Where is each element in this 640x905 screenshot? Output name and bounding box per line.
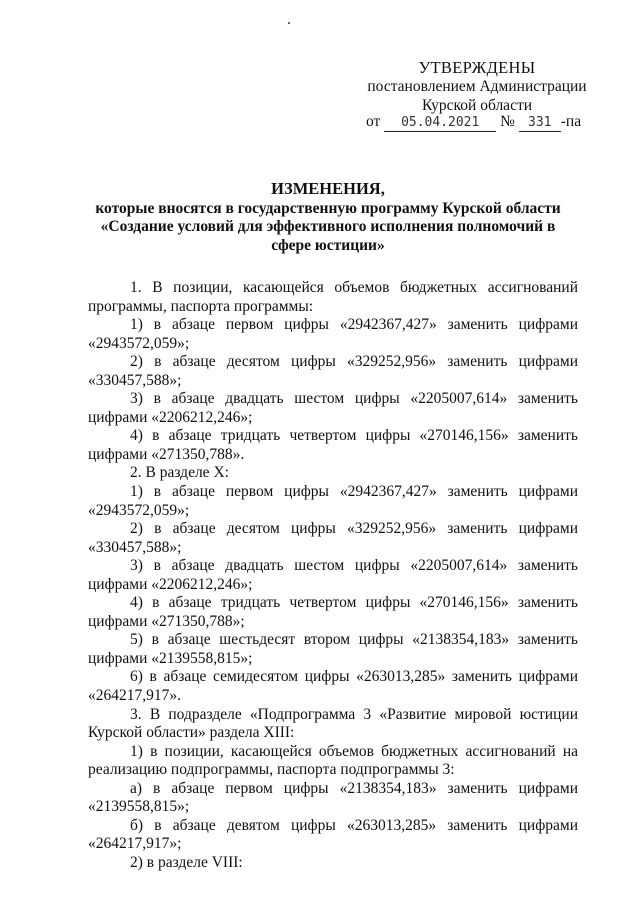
number-label: № bbox=[500, 113, 515, 130]
paragraph: 2. В разделе X: bbox=[130, 464, 229, 482]
approval-title: УТВЕРЖДЕНЫ bbox=[418, 58, 536, 77]
scan-speck bbox=[288, 22, 290, 24]
paragraph: 5) в абзаце шестьдесят втором цифры «2138354,183» заменить цифрами «2139558,815»; bbox=[88, 631, 578, 667]
paragraph: 6) в абзаце семидесятом цифры «263013,285» заменить цифрами «264217,917». bbox=[88, 668, 578, 705]
paragraph: а) в абзаце первом цифры «2138354,183» заменить цифрами «2139558,815»; bbox=[88, 779, 578, 816]
paragraph: 2) в разделе VIII: bbox=[130, 853, 243, 871]
paragraph: 1) в абзаце первом цифры «2942367,427» заменить цифрами «2943572,059»; bbox=[88, 316, 578, 352]
document-heading bbox=[86, 180, 570, 255]
approval-block bbox=[362, 58, 592, 115]
paragraph: б) в абзаце девятом цифры «263013,285» заменить цифрами «264217,917»; bbox=[88, 816, 578, 853]
paragraph: 3) в абзаце двадцать шестом цифры «2205007,614» заменить цифрами «2206212,246»; bbox=[88, 390, 578, 426]
paragraph: 1) в абзаце первом цифры «2942367,427» заменить цифрами «2943572,059»; bbox=[88, 483, 578, 519]
paragraph: 2) в абзаце десятом цифры «329252,956» заменить цифрами «330457,588»; bbox=[88, 353, 578, 389]
paragraph: 1. В позиции, касающейся объемов бюджетных ассигнований программы, паспорта программы: bbox=[88, 279, 578, 315]
approval-date: 05.04.2021 bbox=[384, 115, 496, 132]
paragraph: 4) в абзаце тридцать четвертом цифры «270146,156» заменить цифрами «271350,788». bbox=[88, 427, 578, 463]
approval-date-line bbox=[366, 113, 586, 132]
heading-title: ИЗМЕНЕНИЯ, bbox=[271, 179, 385, 198]
from-label: от bbox=[366, 113, 381, 130]
paragraph: 4) в абзаце тридцать четвертом цифры «270146,156» заменить цифрами «271350,788»; bbox=[88, 594, 578, 630]
paragraph: 3. В подразделе «Подпрограмма 3 «Развитие мировой юстиции Курской области» раздела XIII: bbox=[88, 705, 578, 742]
paragraph: 1) в позиции, касающейся объемов бюджетных ассигнований на реализацию подпрограммы, паспорта подпрограммы 3: bbox=[88, 742, 578, 779]
approval-line-1: постановлением Администрации bbox=[367, 78, 587, 95]
document-body bbox=[88, 279, 578, 873]
number-suffix: -па bbox=[560, 113, 582, 130]
approval-number: 331 bbox=[519, 115, 561, 132]
paragraph: 2) в абзаце десятом цифры «329252,956» заменить цифрами «330457,588»; bbox=[88, 520, 578, 556]
approval-line-2: Курской области bbox=[421, 97, 533, 114]
paragraph: 3) в абзаце двадцать шестом цифры «2205007,614» заменить цифрами «2206212,246»; bbox=[88, 557, 578, 593]
heading-subtitle: которые вносятся в государственную программу Курской области «Создание условий для эффективного исполнения полномочий в сфере юстиции» bbox=[95, 199, 561, 254]
